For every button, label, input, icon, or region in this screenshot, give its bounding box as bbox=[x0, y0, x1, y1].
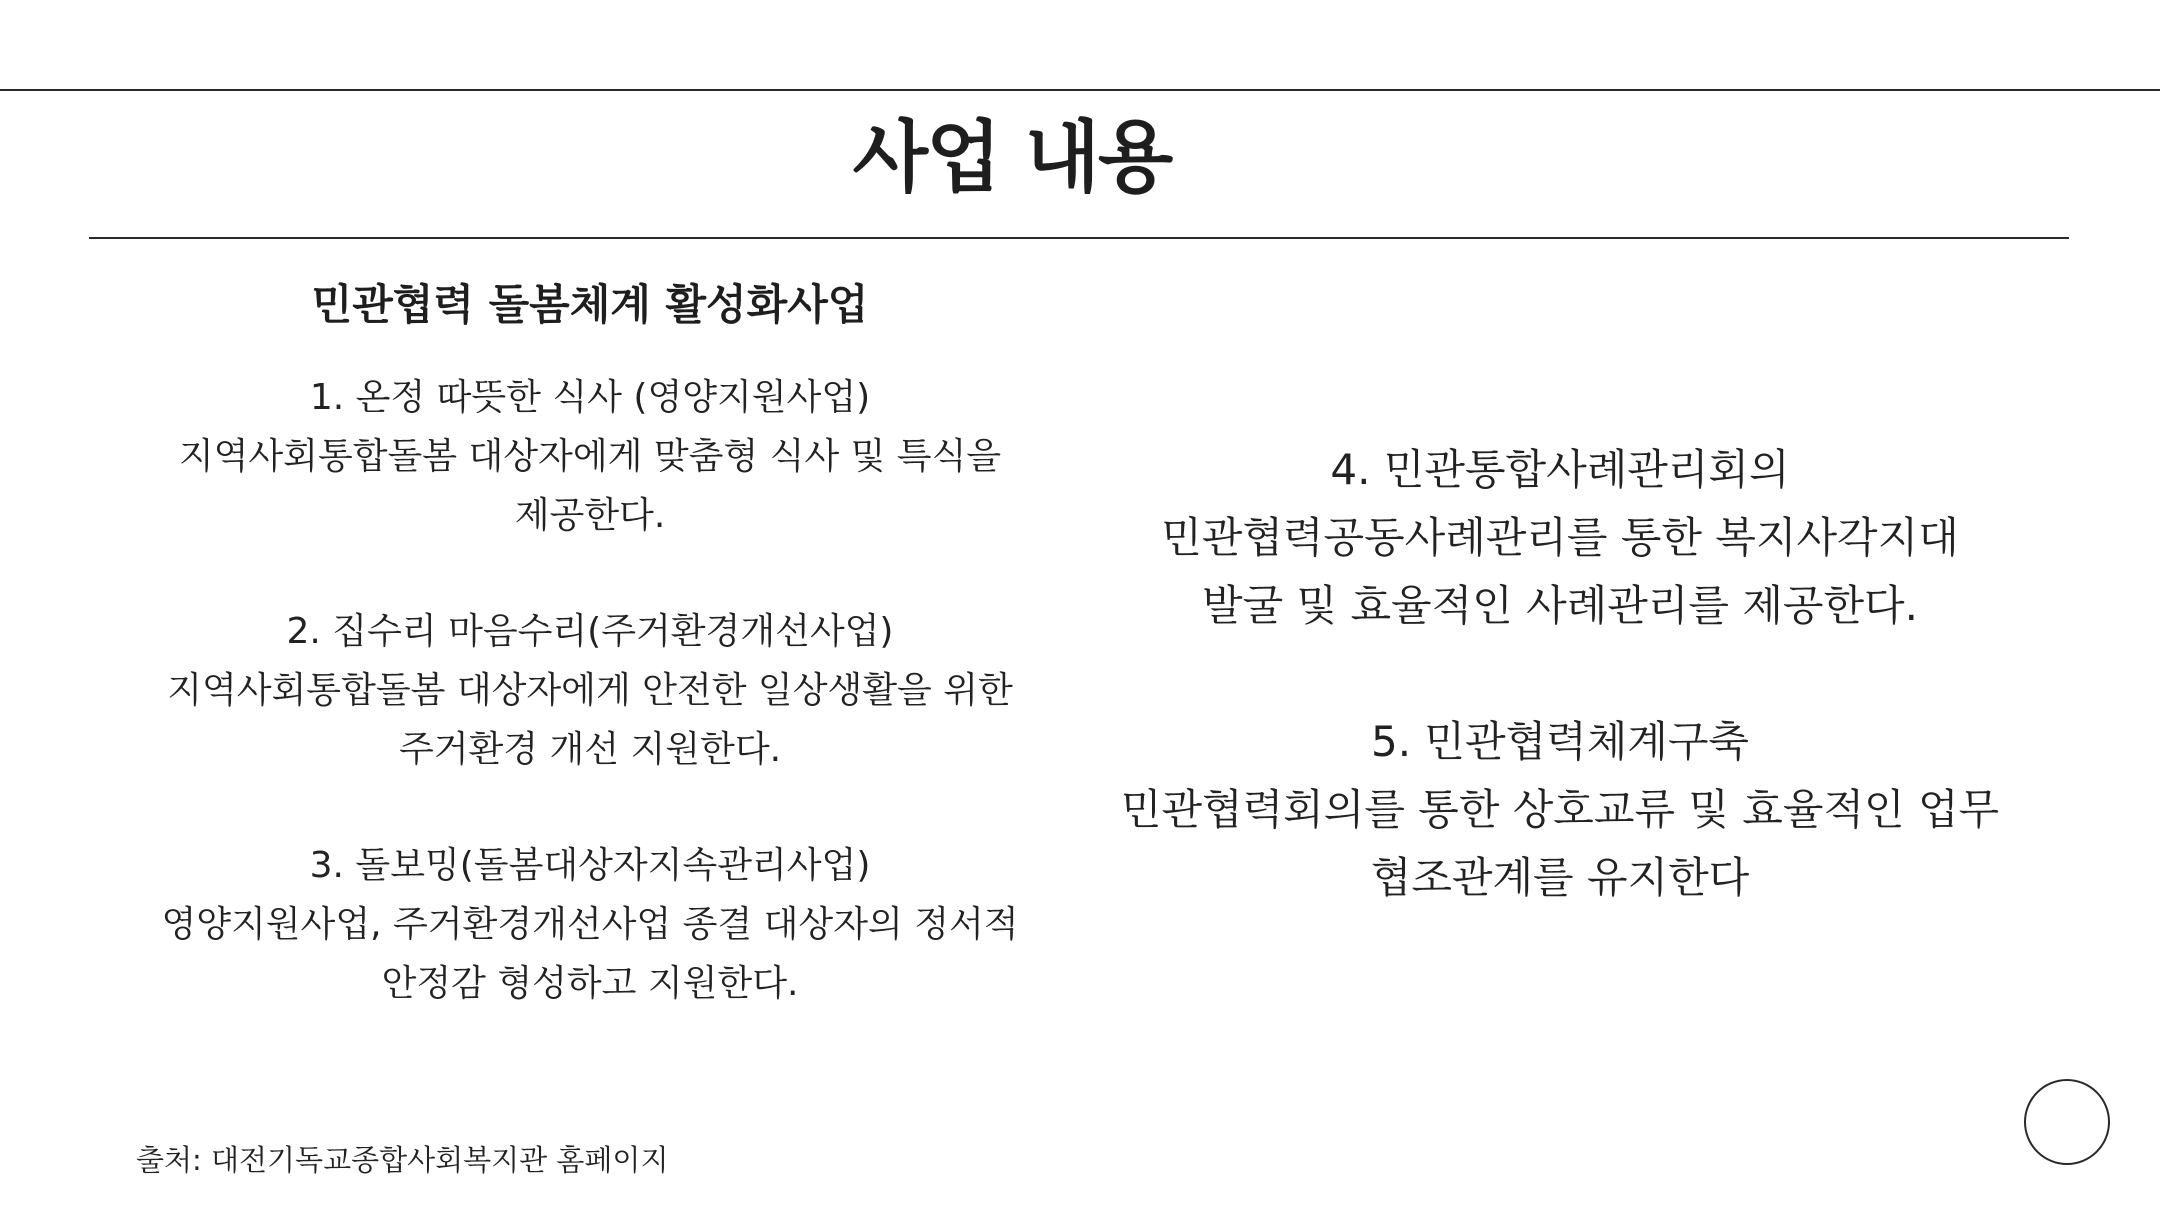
title-divider bbox=[89, 237, 2069, 239]
source-citation: 출처: 대전기독교종합사회복지관 홈페이지 bbox=[136, 1143, 669, 1177]
program-item-heading: 3. 돌보밍(돌봄대상자지속관리사업) bbox=[309, 845, 871, 886]
program-item-heading: 2. 집수리 마음수리(주거환경개선사업) bbox=[286, 611, 894, 652]
program-item-description: 제공한다. bbox=[514, 495, 666, 536]
page-title: 사업 내용 bbox=[852, 113, 1172, 203]
program-item-description: 지역사회통합돌봄 대상자에게 안전한 일상생활을 위한 bbox=[167, 670, 1013, 711]
top-divider bbox=[0, 89, 2160, 91]
left-column bbox=[100, 270, 1080, 1070]
circle-nav-button[interactable] bbox=[2024, 1079, 2110, 1165]
program-item-description: 민관협력회의를 통한 상호교류 및 효율적인 업무 bbox=[1120, 785, 2000, 834]
program-item-description: 민관협력공동사례관리를 통한 복지사각지대 bbox=[1161, 513, 1959, 562]
program-item-3 bbox=[100, 836, 1080, 1013]
program-item-heading: 5. 민관협력체계구축 bbox=[1371, 717, 1749, 766]
program-item-heading: 4. 민관통합사례관리회의 bbox=[1330, 445, 1790, 494]
program-item-description: 주거환경 개선 지원한다. bbox=[398, 729, 782, 770]
section-heading: 민관협력 돌봄체계 활성화사업 bbox=[311, 280, 869, 329]
program-item-heading: 1. 온정 따뜻한 식사 (영양지원사업) bbox=[309, 377, 871, 418]
program-item-description: 영양지원사업, 주거환경개선사업 종결 대상자의 정서적 bbox=[161, 904, 1019, 945]
right-column bbox=[1050, 436, 2070, 980]
program-item-description: 발굴 및 효율적인 사례관리를 제공한다. bbox=[1202, 581, 1918, 630]
program-item-5 bbox=[1050, 708, 2070, 912]
program-item-description: 지역사회통합돌봄 대상자에게 맞춤형 식사 및 특식을 bbox=[178, 436, 1002, 477]
program-item-2 bbox=[100, 602, 1080, 779]
program-item-1 bbox=[100, 368, 1080, 545]
program-item-description: 협조관계를 유지한다 bbox=[1370, 853, 1750, 902]
program-item-description: 안정감 형성하고 지원한다. bbox=[381, 963, 799, 1004]
program-item-4 bbox=[1050, 436, 2070, 640]
